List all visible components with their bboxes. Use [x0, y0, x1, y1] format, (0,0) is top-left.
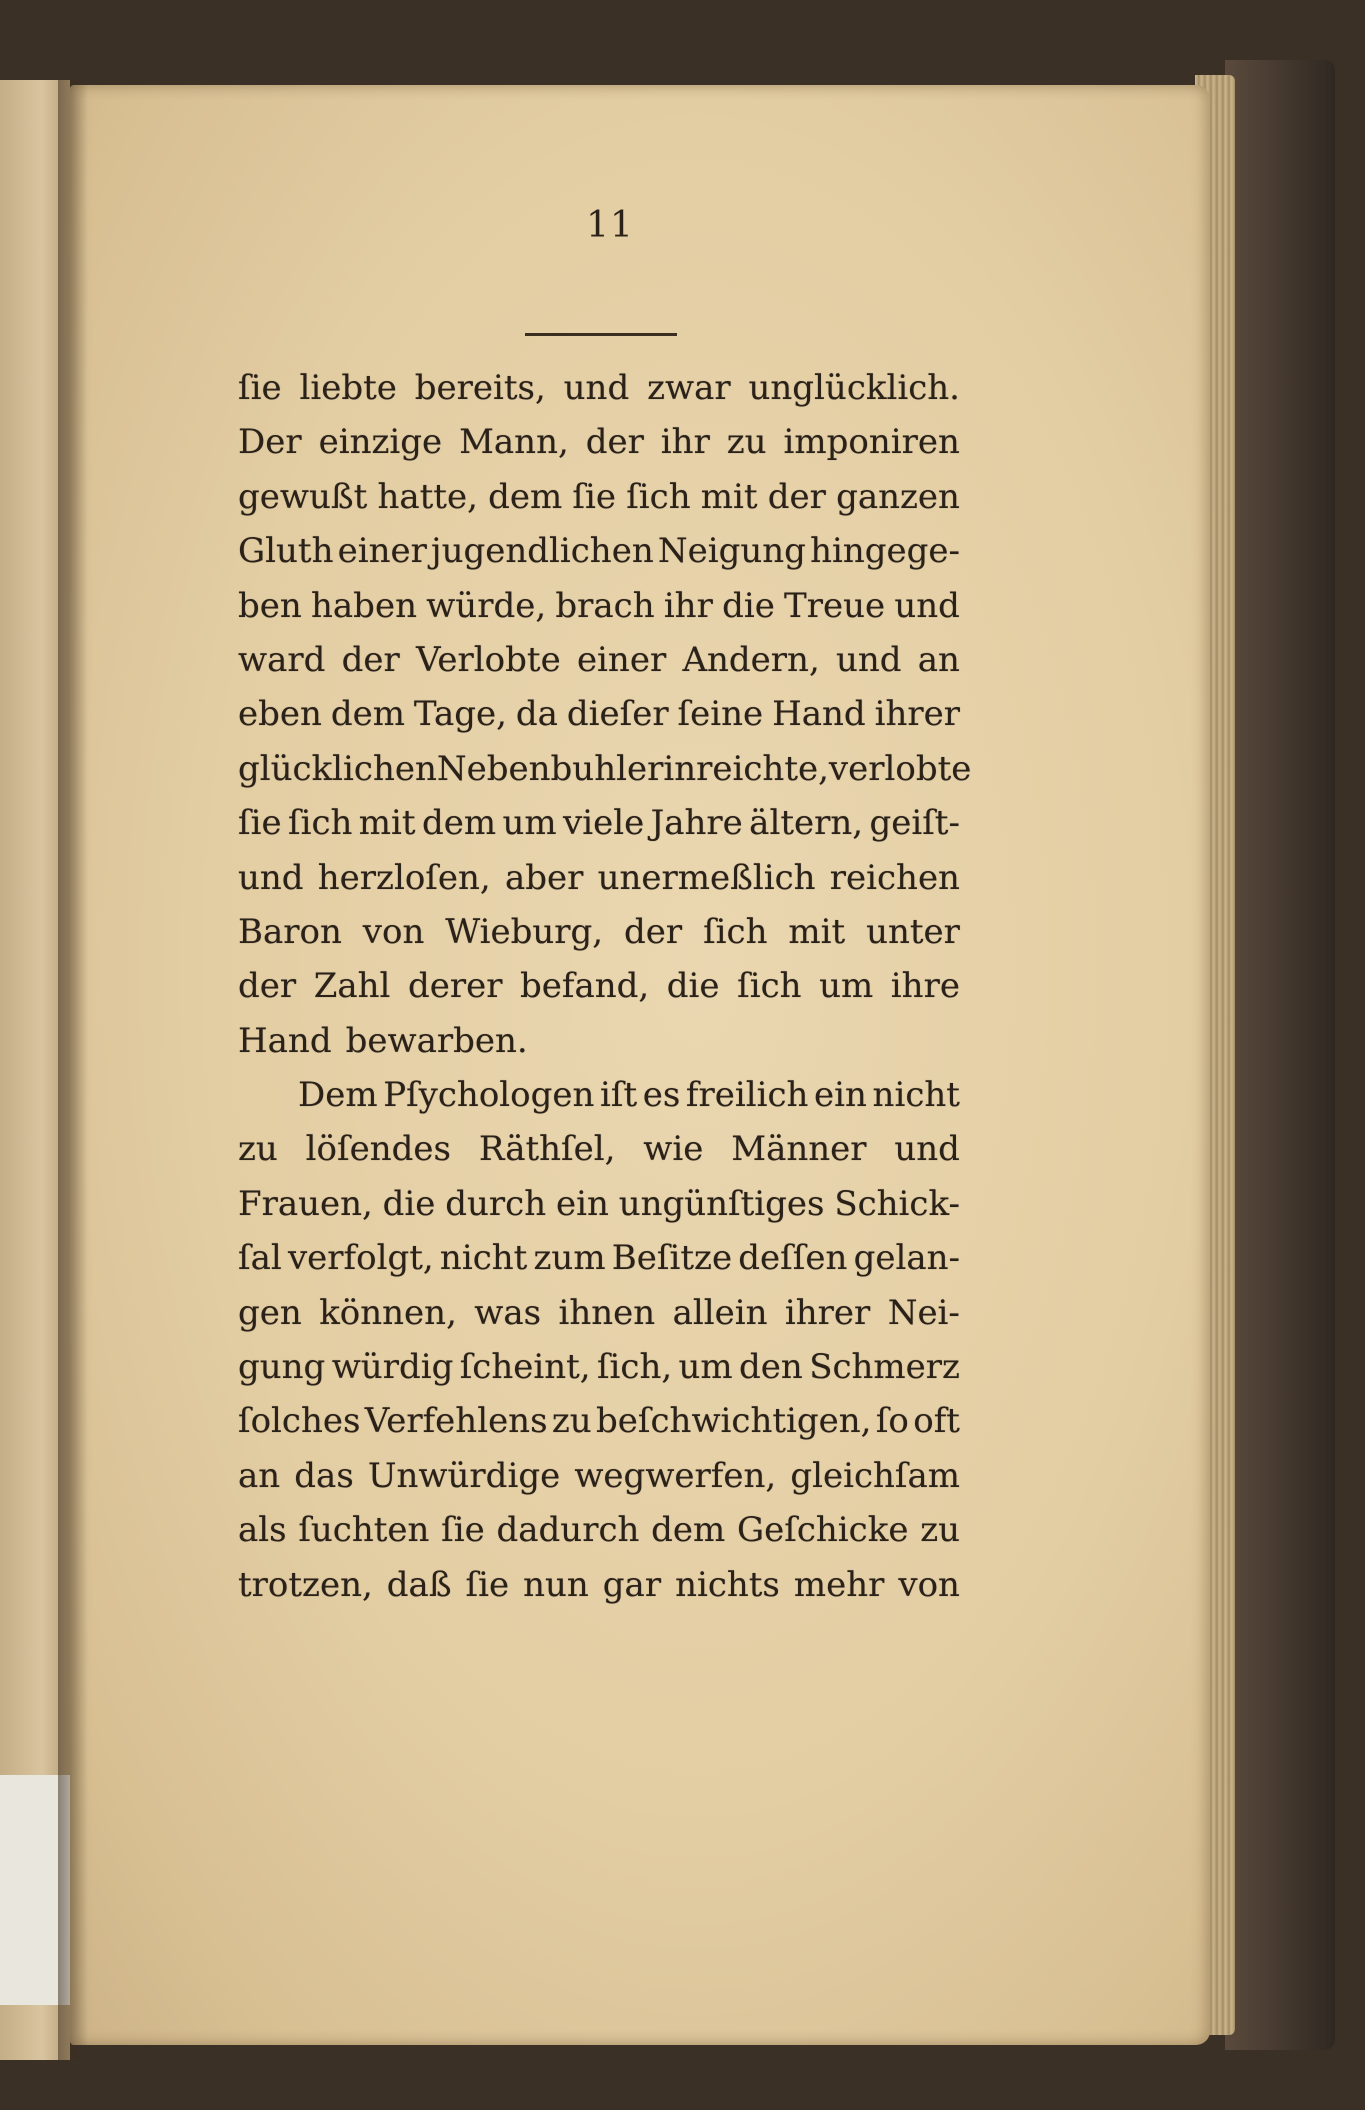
- word: zu: [551, 1401, 592, 1442]
- word: ſeine: [677, 694, 764, 735]
- word: Baron: [238, 911, 342, 952]
- word: mit: [700, 476, 758, 517]
- word: der: [341, 639, 400, 680]
- word: da: [515, 694, 558, 735]
- word: Jahre: [650, 803, 743, 844]
- word: zwar: [647, 368, 731, 408]
- word: unermeßlich: [597, 857, 816, 898]
- word: freilich: [685, 1075, 809, 1116]
- word: ihr: [660, 422, 710, 463]
- word: um: [502, 803, 557, 844]
- text-line: [238, 1238, 960, 1292]
- word: viele: [563, 803, 645, 844]
- word: einer: [337, 531, 427, 572]
- word: Nei-: [887, 1292, 960, 1333]
- word: die: [722, 585, 775, 626]
- page-number: 11: [586, 205, 634, 246]
- word: ältern,: [749, 803, 864, 844]
- text-line: [238, 1075, 960, 1129]
- text-line: [238, 586, 960, 640]
- word: ihrer: [784, 1292, 871, 1333]
- text-line: [238, 1347, 960, 1401]
- word: ben: [238, 585, 302, 626]
- word: Verlobte: [416, 639, 561, 680]
- word: befand,: [520, 966, 650, 1007]
- text-line: [238, 1184, 960, 1238]
- text-line: [238, 912, 960, 966]
- word: zu: [726, 422, 767, 463]
- text-line: [238, 368, 960, 422]
- word: liebte: [299, 368, 397, 408]
- word: Pſychologen: [383, 1075, 595, 1116]
- word: ſich: [737, 966, 802, 1007]
- word: ganzen: [836, 476, 960, 517]
- text-line: [238, 1456, 960, 1510]
- word: Männer: [731, 1129, 867, 1170]
- word: Dem: [298, 1075, 378, 1116]
- word: und: [894, 585, 960, 626]
- text-line: [238, 477, 960, 531]
- text-line: [238, 1565, 960, 1619]
- text-line: [238, 422, 960, 476]
- word: ungünſtiges: [618, 1183, 825, 1224]
- word: ſo: [875, 1401, 909, 1442]
- word: wegwerfen,: [574, 1455, 777, 1496]
- word: geiſt-: [869, 803, 960, 844]
- word: an: [917, 639, 960, 680]
- word: die: [382, 1183, 436, 1224]
- text-line: [238, 966, 960, 1020]
- word: Hand: [238, 1020, 332, 1061]
- word: der: [624, 911, 683, 952]
- word: Mann,: [459, 422, 569, 463]
- word: als: [238, 1510, 287, 1551]
- word: und: [238, 857, 304, 898]
- word: mehr: [793, 1564, 885, 1605]
- word: es: [642, 1075, 681, 1116]
- word: eben: [238, 694, 322, 735]
- text-line: [238, 1293, 960, 1347]
- word: ſich: [703, 911, 768, 952]
- word: von: [898, 1564, 960, 1605]
- word: einzige: [318, 422, 443, 463]
- word: unglücklich.: [748, 368, 960, 408]
- word: Schmerz: [809, 1347, 960, 1388]
- word: gelan-: [853, 1238, 960, 1279]
- word: Andern,: [682, 639, 820, 680]
- word: können,: [319, 1292, 457, 1333]
- word: mit: [788, 911, 846, 952]
- word: Wieburg,: [445, 911, 604, 952]
- word: ward: [238, 639, 326, 680]
- word: zum: [533, 1238, 606, 1279]
- word: beſchwichtigen,: [596, 1401, 872, 1442]
- word: um: [819, 966, 874, 1007]
- word: Beſitze: [611, 1238, 733, 1279]
- word: dem: [330, 694, 405, 735]
- page-gutter-shadow: [58, 80, 88, 2060]
- word: der: [238, 966, 297, 1007]
- word: ſcheint,: [459, 1347, 591, 1388]
- word: ſie: [465, 1564, 510, 1605]
- word: Neigung: [657, 531, 806, 572]
- word: trotzen,: [238, 1564, 373, 1605]
- word: ſuchten: [298, 1510, 430, 1551]
- word: nun: [523, 1564, 589, 1605]
- word: von: [362, 911, 425, 952]
- word: gar: [602, 1564, 662, 1605]
- word: mit: [358, 803, 416, 844]
- word: Der: [238, 422, 302, 463]
- word: zu: [920, 1510, 960, 1551]
- word: imponiren: [783, 422, 960, 463]
- word: ſie: [238, 803, 282, 844]
- word: aber: [504, 857, 584, 898]
- word: ſolches: [238, 1401, 361, 1442]
- word: gewußt: [238, 476, 368, 517]
- word: Räthſel,: [478, 1129, 616, 1170]
- word: den: [739, 1347, 803, 1388]
- word: reichte,: [696, 748, 829, 789]
- word: dem: [488, 476, 563, 517]
- word: ſal: [238, 1238, 282, 1279]
- word: Schick-: [834, 1183, 960, 1224]
- word: ein: [814, 1075, 867, 1116]
- word: nicht: [439, 1238, 528, 1279]
- word: unter: [866, 911, 960, 952]
- word: Zahl: [313, 966, 391, 1007]
- word: herzloſen,: [317, 857, 491, 898]
- word: reichen: [829, 857, 960, 898]
- word: um: [678, 1347, 733, 1388]
- word: dem: [651, 1510, 726, 1551]
- word: das: [294, 1455, 354, 1496]
- word: und: [894, 1129, 960, 1170]
- text-line: [238, 803, 960, 857]
- word: Treue: [784, 585, 886, 626]
- word: ein: [555, 1183, 609, 1224]
- word: ſich,: [596, 1347, 673, 1388]
- word: würdig: [331, 1347, 454, 1388]
- word: durch: [445, 1183, 547, 1224]
- word: Nebenbuhlerin: [436, 748, 697, 789]
- word: Gluth: [238, 531, 334, 572]
- word: verfolgt,: [287, 1238, 434, 1279]
- word: gleichſam: [790, 1455, 960, 1496]
- word: Frauen,: [238, 1183, 373, 1224]
- word: ſich: [626, 476, 691, 517]
- text-line: [238, 858, 960, 912]
- word: und: [563, 368, 630, 408]
- word: haben: [311, 585, 417, 626]
- word: ſie: [238, 368, 282, 408]
- word: Tage,: [413, 694, 507, 735]
- word: gen: [238, 1292, 302, 1333]
- word: bewarben.: [345, 1020, 528, 1061]
- word: ihre: [890, 966, 960, 1007]
- word: zu: [238, 1129, 278, 1170]
- text-line: [238, 640, 960, 694]
- word: bereits,: [414, 368, 546, 408]
- word: Verfehlens: [364, 1401, 548, 1442]
- text-line: [238, 1129, 960, 1183]
- text-line: [238, 531, 960, 585]
- text-line: [238, 748, 972, 803]
- word: ihnen: [558, 1292, 656, 1333]
- word: daß: [386, 1564, 452, 1605]
- word: der: [585, 422, 644, 463]
- word: ſie: [572, 476, 616, 517]
- word: ihr: [663, 585, 713, 626]
- word: ſich: [287, 803, 353, 844]
- word: derer: [407, 966, 503, 1007]
- word: und: [835, 639, 902, 680]
- word: hatte,: [377, 476, 478, 517]
- word: iſt: [600, 1075, 638, 1116]
- word: dieſer: [566, 694, 669, 735]
- word: nicht: [872, 1075, 960, 1116]
- word: einer: [576, 639, 667, 680]
- word: glücklichen: [238, 748, 437, 789]
- word: wie: [643, 1129, 704, 1170]
- word: was: [474, 1292, 542, 1333]
- word: Unwürdige: [367, 1455, 561, 1496]
- text-line: [238, 1021, 960, 1075]
- word: der: [767, 476, 826, 517]
- word: die: [666, 966, 720, 1007]
- word: brach: [555, 585, 655, 626]
- word: deſſen: [738, 1238, 848, 1279]
- word: ſie: [441, 1510, 485, 1551]
- text-line: [238, 694, 960, 748]
- word: jugendlichen: [431, 531, 654, 572]
- page-text-block: [238, 368, 972, 1619]
- word: hingege-: [810, 531, 960, 572]
- word: würde,: [426, 585, 547, 626]
- text-line: [238, 1510, 960, 1564]
- word: Geſchicke: [737, 1510, 909, 1551]
- word: nichts: [675, 1564, 780, 1605]
- word: Hand: [772, 694, 866, 735]
- text-line: [238, 1401, 960, 1455]
- word: gung: [238, 1347, 326, 1388]
- word: dem: [421, 803, 497, 844]
- book-cover-edge: [1225, 60, 1335, 2050]
- word: löſendes: [305, 1129, 451, 1170]
- word: ihrer: [874, 694, 960, 735]
- word: allein: [672, 1292, 768, 1333]
- word: oft: [913, 1401, 960, 1442]
- word: verlobte: [828, 748, 972, 789]
- word: dadurch: [496, 1510, 640, 1551]
- word: an: [238, 1455, 281, 1496]
- page-number-rule: [525, 333, 677, 336]
